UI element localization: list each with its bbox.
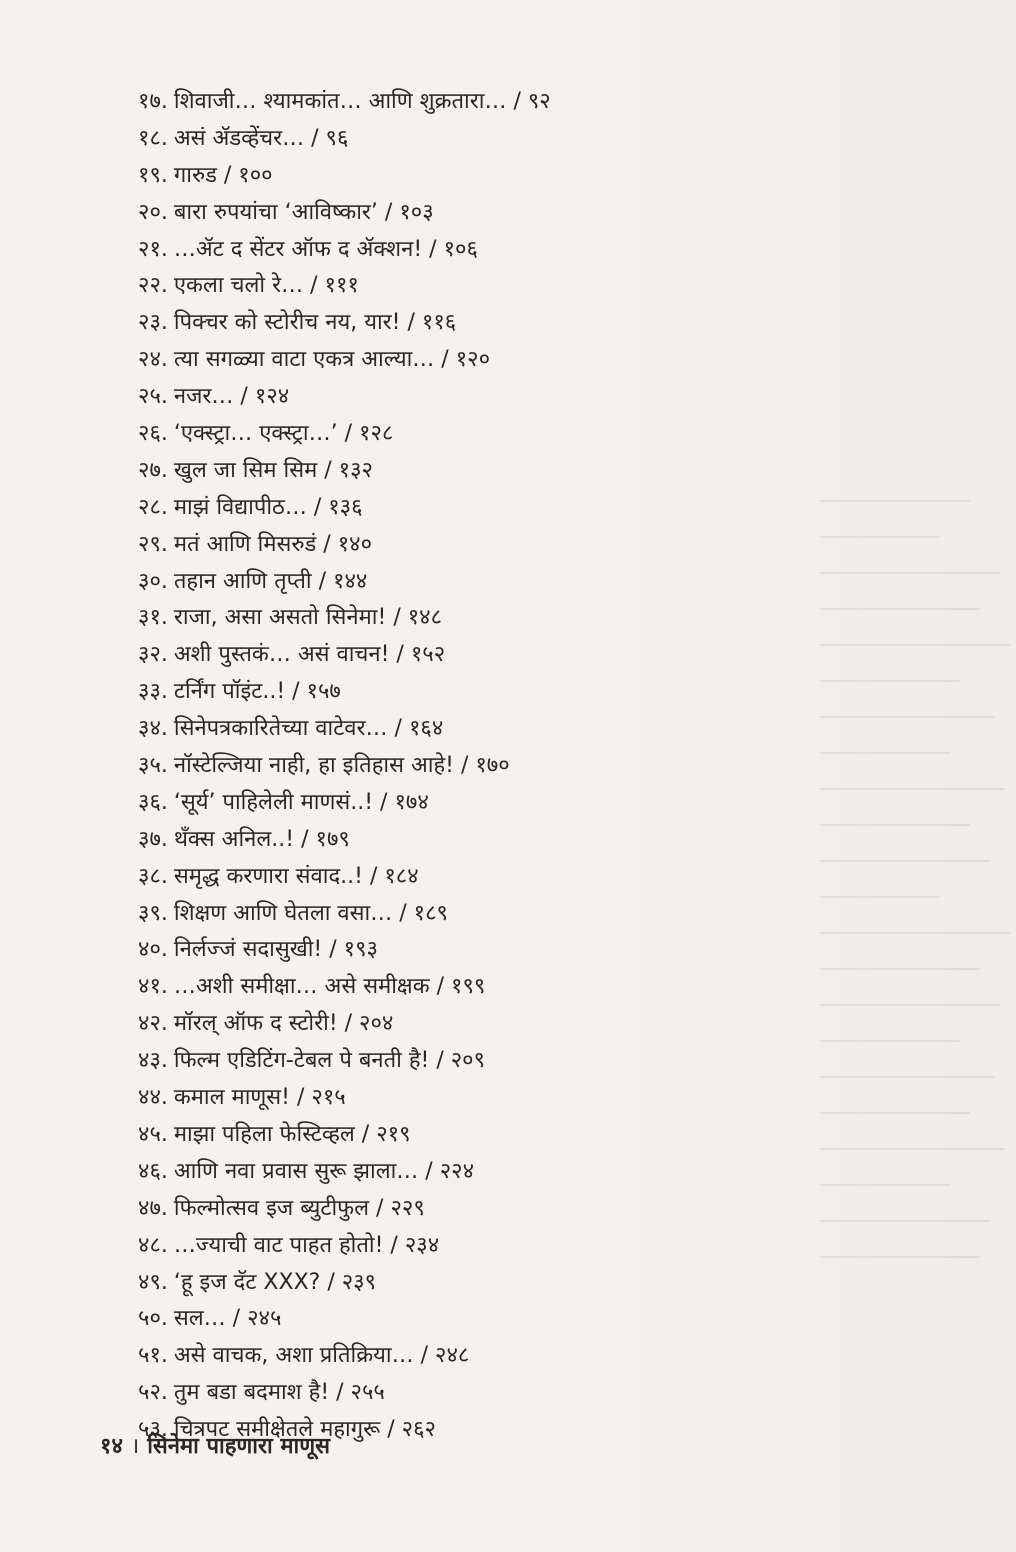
toc-entry-page: १५२ [410,642,446,668]
toc-entry-page: १४८ [407,605,443,631]
toc-entry-separator: / [429,974,452,1000]
toc-entry-number: २३. [138,310,168,336]
toc-entry-page: १११ [324,273,359,299]
toc-entry-separator: / [294,826,316,852]
toc-entry-number: ४७. [138,1195,168,1221]
toc-entry-title: तहान आणि तृप्ती [173,568,312,594]
toc-entry-page: १४४ [333,568,368,594]
toc-entry-title: कमाल माणूस! [173,1085,290,1111]
toc-entry [138,416,551,453]
toc-entry [138,342,551,379]
toc-entry-title: मतं आणि मिसरुडं [173,531,317,557]
toc-entry-title: गारुड [173,162,217,188]
toc-entry-title: …ॲट द सेंटर ऑफ द ॲक्शन! [173,236,423,262]
toc-entry-title: ‘हू इज दॅट XXX? [173,1269,321,1295]
toc-entry-page: १२० [455,347,491,373]
toc-entry-number: ३६. [138,789,168,815]
toc-entry-number: ३४. [138,716,168,742]
toc-entry-number: ३७. [138,826,168,852]
toc-entry-separator: / [369,1195,391,1221]
toc-entry-title: ‘एक्स्ट्रा… एक्स्ट्रा…’ [173,421,338,447]
toc-entry-page: १७० [475,753,510,779]
toc-entry-title: फिल्मोत्सव इज ब्युटीफुल [173,1195,370,1221]
toc-entry-title: अशी पुस्तकं… असं वाचन! [173,642,390,668]
page-footer [100,1430,330,1460]
toc-entry-number: ३०. [138,568,168,594]
toc-entry-separator: / [316,531,338,557]
toc-entry-page: १७४ [394,789,429,815]
toc-entry-separator: / [303,273,325,299]
toc-entry-title: पिक्चर को स्टोरीच नय, यार! [173,310,401,336]
toc-entry-page: २१९ [376,1121,411,1147]
toc-entry-page: २४५ [247,1306,282,1332]
toc-entry-page: १३२ [338,457,373,483]
toc-entry-separator: / [453,753,476,779]
toc-entry-page: ११६ [421,310,457,336]
toc-entry-page: ९६ [325,125,349,151]
toc-entry-separator: / [306,494,329,520]
toc-entry-page: १८९ [413,900,448,926]
toc-entry-separator: / [225,1306,248,1332]
toc-entry [138,195,551,232]
toc-entry-number: २४. [138,347,168,373]
toc-entry-separator: / [387,716,409,742]
toc-entry-page: १८४ [384,863,419,889]
toc-entry-title: थँक्स अनिल..! [173,826,295,852]
toc-entry-page: १९३ [343,937,378,963]
toc-entry-number: २१. [138,236,168,262]
toc-entry-separator: / [373,789,395,815]
toc-entry-separator: / [389,642,411,668]
toc-entry-number: १७. [138,89,168,114]
toc-entry-separator: / [216,162,239,188]
toc-entry-title: बारा रुपयांचा ‘आविष्कार’ [173,199,378,225]
toc-entry [138,1375,551,1412]
toc-entry-title: ‘सूर्य’ पाहिलेली माणसं..! [173,789,374,815]
toc-entry-number: ३१. [138,605,168,631]
toc-entry-separator: / [317,457,339,483]
toc-entry-separator: / [400,310,422,336]
toc-entry-number: ३३. [138,679,168,705]
toc-entry-number: ४१. [138,974,168,1000]
toc-entry [138,1265,551,1302]
toc-entry-number: २९. [138,531,168,557]
toc-entry [138,822,551,859]
toc-entry-page: २४८ [435,1343,470,1369]
toc-entry-separator: / [233,384,255,410]
toc-entry-title: असे वाचक, अशा प्रतिक्रिया… [173,1343,414,1369]
toc-entry-number: ४६. [138,1158,168,1184]
toc-entry-number: ३८. [138,863,168,889]
toc-entry [138,121,551,158]
toc-entry-number: १८. [138,125,168,151]
toc-entry [138,305,551,342]
toc-entry-title: …ज्याची वाट पाहत होतो! [173,1232,384,1258]
toc-entry-title: मॉरल् ऑफ द स्टोरी! [173,1011,338,1037]
book-title: सिनेमा पाहणारा माणूस [147,1434,330,1459]
toc-entry-title: आणि नवा प्रवास सुरू झाला… [173,1158,419,1184]
toc-entry [138,785,551,822]
toc-entry-page: २६२ [401,1417,436,1443]
page-number: १४ [100,1434,123,1459]
toc-entry [138,1191,551,1228]
toc-entry-number: ४२. [138,1011,168,1037]
table-of-contents [138,84,551,1449]
toc-entry-title: खुल जा सिम सिम [173,457,318,483]
toc-entry-title: असं ॲडव्हेंचर… [173,125,305,151]
toc-entry-separator: / [311,568,334,594]
toc-entry [138,1006,551,1043]
toc-entry-separator: / [377,199,400,225]
toc-entry-separator: / [422,236,444,262]
toc-entry [138,1301,551,1338]
toc-entry [138,1080,551,1117]
toc-entry [138,1228,551,1265]
toc-entry-number: २८. [138,494,168,520]
toc-entry-page: ९२ [527,89,551,114]
toc-entry-separator: / [304,125,326,151]
toc-entry-separator: / [429,1048,451,1074]
toc-entry-title: टर्निंग पॉइंट..! [173,679,286,705]
toc-entry-number: ४३. [138,1048,168,1074]
toc-entry-separator: / [413,1343,436,1369]
toc-entry [138,932,551,969]
toc-entry-title: एकला चलो रे… [173,273,304,299]
toc-entry-page: १५७ [306,679,341,705]
toc-entry-title: शिवाजी… श्यामकांत… आणि शुक्रतारा… [173,89,507,114]
toc-entry [138,564,551,601]
toc-entry [138,158,551,195]
toc-entry-separator: / [392,900,414,926]
toc-entry-number: २२. [138,273,168,299]
toc-entry-number: २०. [138,199,168,225]
toc-entry-number: ३२. [138,642,168,668]
toc-entry-number: २६. [138,421,168,447]
toc-entry [138,711,551,748]
toc-entry [138,379,551,416]
toc-entry-number: १९. [138,162,168,188]
toc-entry-title: निर्लज्जं सदासुखी! [173,937,323,963]
toc-entry-title: माझं विद्यापीठ… [173,494,307,520]
toc-entry-title: सिनेपत्रकारितेच्या वाटेवर… [173,716,388,742]
toc-entry-page: १६४ [408,716,444,742]
toc-entry-page: २३४ [404,1232,440,1258]
toc-entry-title: राजा, असा असतो सिनेमा! [173,605,387,631]
toc-entry-separator: / [290,1085,312,1111]
toc-entry-number: २५. [138,384,168,410]
toc-entry-page: २१५ [311,1085,346,1111]
toc-entry-page: १०६ [443,236,478,262]
toc-entry [138,600,551,637]
toc-entry-number: ४४. [138,1085,168,1111]
toc-entry-number: ४८. [138,1232,168,1258]
toc-entry [138,84,551,121]
toc-entry-title: तुम बडा बदमाश है! [173,1380,330,1406]
toc-entry-page: २५५ [350,1380,385,1406]
toc-entry-separator: / [329,1380,351,1406]
toc-entry-page: २०४ [359,1011,394,1037]
toc-entry-number: ४०. [138,937,168,963]
toc-entry-page: १७९ [315,826,350,852]
toc-entry [138,527,551,564]
toc-entry [138,1117,551,1154]
toc-entry-title: फिल्म एडिटिंग-टेबल पे बनती है! [173,1048,430,1074]
toc-entry [138,637,551,674]
toc-entry-page: १२८ [359,421,394,447]
toc-entry-page: १०३ [399,199,434,225]
toc-entry-title: सल… [173,1306,226,1332]
toc-entry-number: ५२. [138,1380,168,1406]
bleed-through-text [820,500,1016,1460]
toc-entry-title: नॉस्टेल्जिया नाही, हा इतिहास आहे! [173,753,454,779]
toc-entry [138,969,551,1006]
toc-entry-separator: / [285,679,307,705]
toc-entry-number: ५१. [138,1343,168,1369]
toc-entry [138,896,551,933]
footer-separator: । [130,1434,140,1459]
toc-entry-title: समृद्ध करणारा संवाद..! [173,863,363,889]
toc-entry-separator: / [320,1269,342,1295]
toc-entry-title: …अशी समीक्षा… असे समीक्षक [173,974,430,1000]
toc-entry-number: ५३. [138,1417,168,1443]
toc-entry-page: २२४ [439,1158,475,1184]
toc-entry [138,1043,551,1080]
toc-entry [138,674,551,711]
toc-entry-separator: / [354,1121,377,1147]
toc-entry-page: १३६ [328,494,363,520]
toc-entry-page: १२४ [254,384,290,410]
toc-entry-number: ४९. [138,1269,168,1295]
toc-entry-number: ३५. [138,753,168,779]
toc-entry [138,490,551,527]
toc-entry [138,859,551,896]
toc-entry [138,748,551,785]
toc-entry-separator: / [322,937,344,963]
toc-entry-separator: / [383,1232,405,1258]
toc-entry-number: ५०. [138,1306,168,1332]
toc-entry-separator: / [418,1158,440,1184]
toc-entry-separator: / [506,89,528,114]
toc-entry-number: २७. [138,457,168,483]
toc-entry [138,1154,551,1191]
toc-entry-separator: / [337,1011,360,1037]
toc-entry-title: माझा पहिला फेस्टिव्हल [173,1121,355,1147]
toc-entry-separator: / [386,605,408,631]
toc-entry-page: २३९ [341,1269,377,1295]
toc-entry-separator: / [434,347,456,373]
toc-entry-title: चित्रपट समीक्षेतले महागुरू [173,1417,381,1443]
toc-entry-title: नजर… [173,384,234,410]
toc-entry-page: १४० [337,531,373,557]
toc-entry [138,232,551,269]
toc-entry [138,268,551,305]
toc-entry-title: शिक्षण आणि घेतला वसा… [173,900,393,926]
toc-entry-page: १९९ [451,974,486,1000]
toc-entry-separator: / [362,863,385,889]
toc-entry-number: ४५. [138,1121,168,1147]
toc-entry-page: २२९ [390,1195,425,1221]
toc-entry-page: २०९ [450,1048,486,1074]
toc-entry-separator: / [380,1417,402,1443]
toc-entry-separator: / [337,421,359,447]
toc-entry [138,1338,551,1375]
toc-entry [138,453,551,490]
toc-entry-title: त्या सगळ्या वाटा एकत्र आल्या… [173,347,435,373]
toc-entry-page: १०० [238,162,273,188]
toc-entry-number: ३९. [138,900,168,926]
